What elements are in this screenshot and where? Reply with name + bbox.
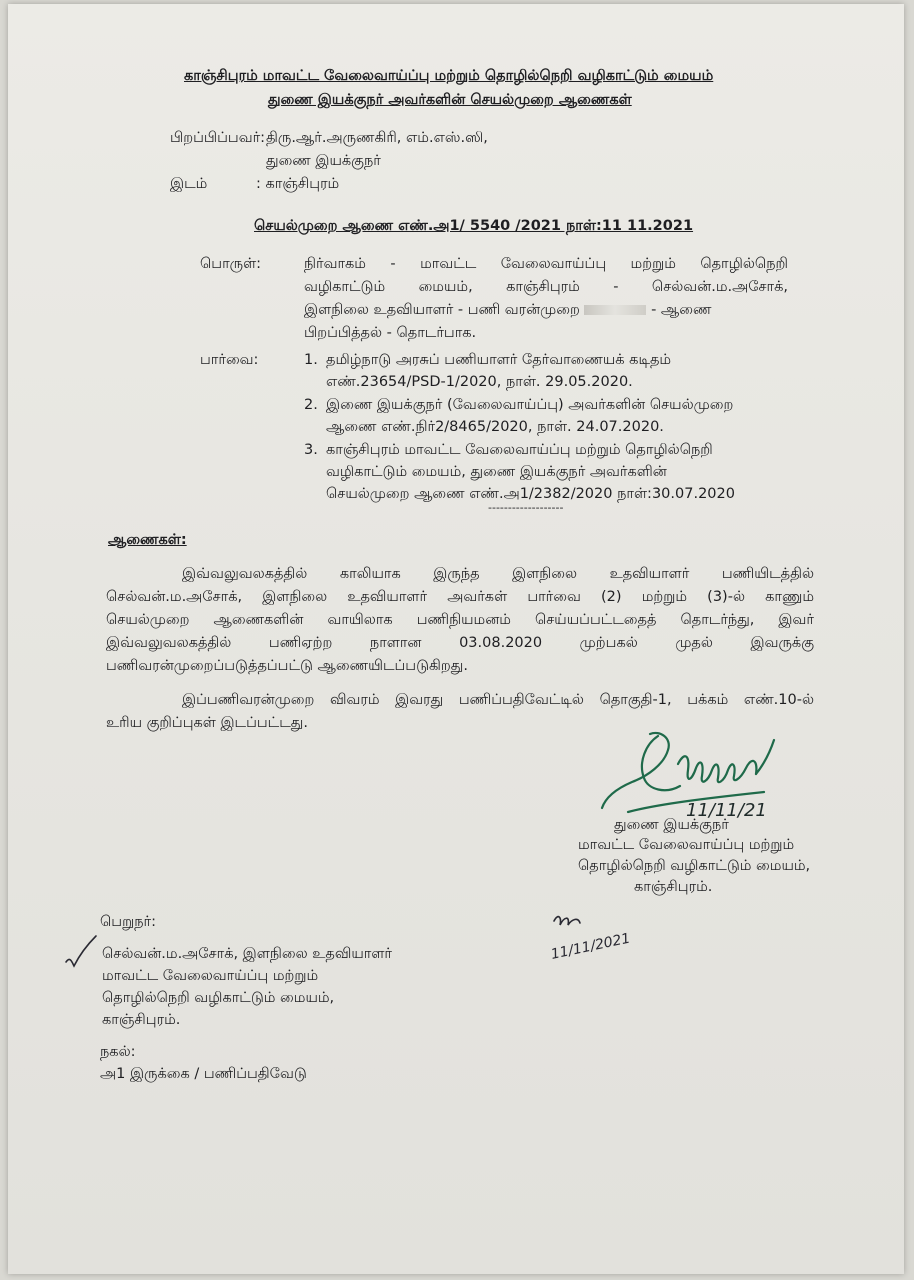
- signatory-office-line-2: தொழில்நெறி வழிகாட்டும் மையம்,: [578, 858, 811, 874]
- recipient-line-3: தொழில்நெறி வழிகாட்டும் மையம்,: [102, 990, 335, 1006]
- handwritten-signature: [588, 724, 818, 829]
- subject-line-3-text: இளநிலை உதவியாளர் - பணி வரன்முறை: [304, 302, 580, 318]
- recipient-line-2: மாவட்ட வேலைவாய்ப்பு மற்றும்: [102, 968, 319, 984]
- issuer-label: பிறப்பிப்பவர்:: [170, 130, 266, 146]
- reference-3-line-2: வழிகாட்டும் மையம், துணை இயக்குநர் அவர்களின்: [326, 464, 667, 480]
- orders-para1-line-5: பணிவரன்முறைப்படுத்தப்பட்டு ஆணையிடப்படுகிறது.: [106, 658, 468, 674]
- recipient-label: பெறுநர்:: [100, 914, 156, 930]
- subject-line-3: [304, 300, 711, 320]
- subject-line-4: பிறப்பித்தல் - தொடர்பாக.: [304, 325, 477, 341]
- place-value: : காஞ்சிபுரம்: [256, 176, 340, 192]
- receipt-date: 11/11/2021: [549, 930, 632, 963]
- subject-line-3-end: - ஆணை: [651, 302, 712, 318]
- signature-date: 11/11/21: [686, 800, 767, 821]
- signatory-designation: துணை இயக்குநர்: [614, 817, 729, 833]
- reference-2-number: 2.: [304, 397, 318, 413]
- reference-2-line-1: இணை இயக்குநர் (வேலைவாய்ப்பு) அவர்களின் செயல்முறை: [326, 397, 734, 413]
- recipient-line-1: செல்வன்.ம.அசோக், இளநிலை உதவியாளர்: [102, 946, 393, 962]
- orders-para1-line-3: செயல்முறை ஆணைகளின் வாயிலாக பணிநியமனம் செய்யப்பட்டதைத் தொடர்ந்து, இவர்: [106, 612, 814, 628]
- reference-1-number: 1.: [304, 352, 318, 368]
- references-label: பார்வை:: [200, 352, 259, 368]
- receipt-initials: [544, 909, 644, 969]
- reference-2-line-2: ஆணை எண்.நிர்2/8465/2020, நாள். 24.07.2020.: [326, 419, 664, 435]
- reference-3-line-1: காஞ்சிபுரம் மாவட்ட வேலைவாய்ப்பு மற்றும் தொழில்நெறி: [326, 442, 713, 458]
- document-page: [8, 4, 904, 1274]
- reference-3-line-3: செயல்முறை ஆணை எண்.அ1/2382/2020 நாள்:30.07.2020: [326, 486, 735, 502]
- issuer-name: திரு.ஆர்.அருணகிரி, எம்.எஸ்.ஸி,: [266, 130, 488, 146]
- copy-line: அ1 இருக்கை / பணிப்பதிவேடு: [100, 1066, 307, 1082]
- signatory-office-line-1: மாவட்ட வேலைவாய்ப்பு மற்றும்: [578, 837, 795, 853]
- tick-mark: [60, 932, 100, 972]
- issuer-designation: துணை இயக்குநர்: [266, 153, 381, 169]
- orders-para1-line-4: இவ்வலுவலகத்தில் பணிஏற்ற நாளான 03.08.2020 முற்பகல் முதல் இவருக்கு: [106, 635, 814, 651]
- orders-para2-line-1: இப்பணிவரன்முறை விவரம் இவரது பணிப்பதிவேட்டில் தொகுதி-1, பக்கம் எண்.10-ல்: [182, 692, 814, 708]
- header-line-2: துணை இயக்குநர் அவர்களின் செயல்முறை ஆணைகள்: [268, 92, 632, 108]
- recipient-line-4: காஞ்சிபுரம்.: [102, 1012, 181, 1028]
- order-number: செயல்முறை ஆணை எண்.அ1/ 5540 /2021 நாள்:11 11.2021: [254, 218, 694, 234]
- header-line-1: காஞ்சிபுரம் மாவட்ட வேலைவாய்ப்பு மற்றும் தொழில்நெறி வழிகாட்டும் மையம்: [184, 68, 714, 84]
- subject-line-1: நிர்வாகம் - மாவட்ட வேலைவாய்ப்பு மற்றும் தொழில்நெறி: [304, 256, 788, 272]
- copy-label: நகல்:: [100, 1044, 136, 1060]
- reference-1-line-1: தமிழ்நாடு அரசுப் பணியாளர் தேர்வாணையக் கடிதம்: [326, 352, 672, 368]
- place-label: இடம்: [170, 176, 208, 192]
- reference-separator: -------------------: [488, 501, 564, 514]
- reference-1-line-2: எண்.23654/PSD-1/2020, நாள். 29.05.2020.: [326, 374, 633, 390]
- orders-para2-line-2: உரிய குறிப்புகள் இடப்பட்டது.: [106, 715, 308, 731]
- orders-heading: ஆணைகள்:: [108, 532, 187, 548]
- orders-para1-line-2: செல்வன்.ம.அசோக், இளநிலை உதவியாளர் அவர்கள் பார்வை (2) மற்றும் (3)-ல் காணும்: [106, 589, 814, 605]
- subject-label: பொருள்:: [200, 256, 262, 272]
- orders-para1-line-1: இவ்வலுவலகத்தில் காலியாக இருந்த இளநிலை உதவியாளர் பணியிடத்தில்: [182, 566, 814, 582]
- signatory-place: காஞ்சிபுரம்.: [634, 879, 713, 895]
- reference-3-number: 3.: [304, 442, 318, 458]
- redacted-text: [584, 305, 646, 315]
- subject-line-2: வழிகாட்டும் மையம், காஞ்சிபுரம் - செல்வன்.ம.அசோக்,: [304, 279, 788, 295]
